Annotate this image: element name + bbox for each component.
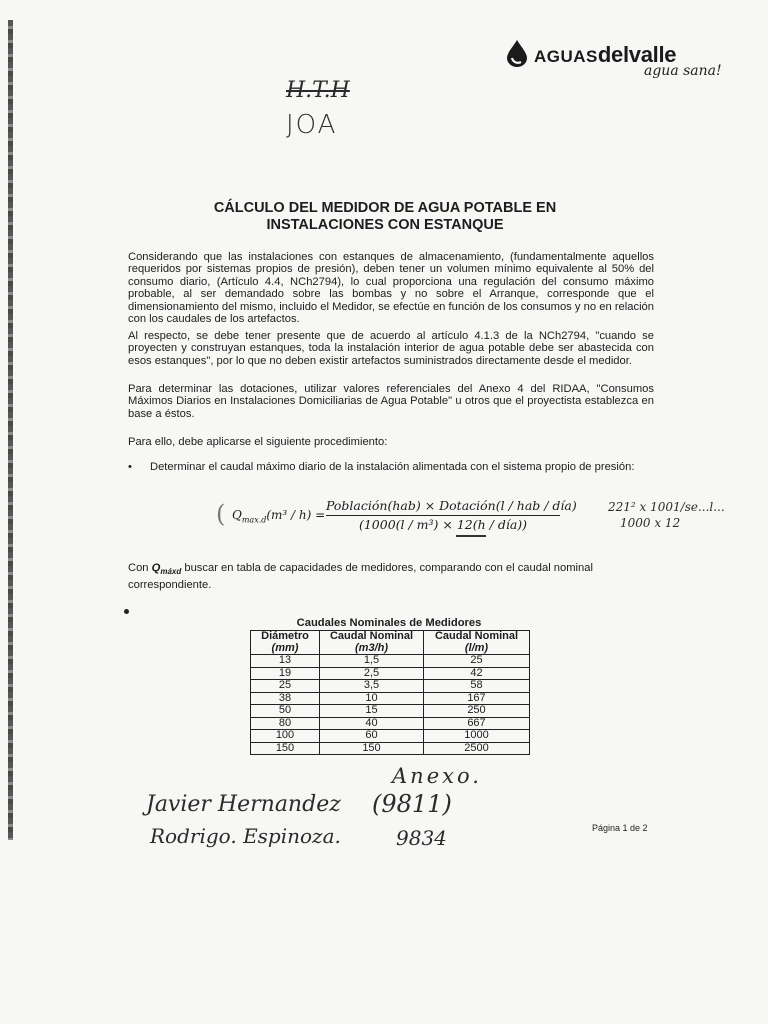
- cell-m3h: 1,5: [320, 655, 424, 668]
- cell-lm: 42: [424, 667, 530, 680]
- brand-tagline: agua sana!: [644, 63, 722, 79]
- handwritten-name-2: Rodrigo. Espinoza.: [150, 824, 341, 848]
- table-row: [251, 680, 530, 693]
- table-caption: Caudales Nominales de Medidores: [296, 617, 482, 629]
- title-line-1: CÁLCULO DEL MEDIDOR DE AGUA POTABLE EN: [213, 200, 557, 216]
- water-drop-icon: [504, 38, 530, 68]
- paragraph-2: Al respecto, se debe tener presente que de acuerdo al artículo 4.1.3 de la NCh2794, "cuando se proyecten y construyan estanques, toda la instalación interior de agua potable debe ser abastecida con esos estanques", por lo que no deben existir artefactos suministrados directamente desde el medidor.: [128, 330, 654, 367]
- cell-diameter: 38: [251, 692, 320, 705]
- company-logo: [504, 36, 734, 86]
- cell-m3h: 2,5: [320, 667, 424, 680]
- paragraph-1: Considerando que las instalaciones con estanques de almacenamiento, (fundamentalmente aquellos requeridos por sistemas propios de presión), deben tener un volumen mínimo equivalente al 50% del consumo diario, (Artículo 4.4, NCh2794), lo cual proporciona una regulación del consumo máximo probable, al ser demandado sobre las bombas y no sobre el Arranque, corresponde que el dimensionamiento del mismo, incluido el Medidor, se efectúe en función de los consumos y no en relación con los caudales de los artefactos.: [128, 251, 654, 326]
- meter-capacity-table: [250, 630, 530, 755]
- flow-formula: [216, 496, 577, 542]
- handwritten-id-1: (9811): [372, 790, 452, 818]
- cell-diameter: 150: [251, 742, 320, 755]
- table-row: [251, 692, 530, 705]
- page-number: Página 1 de 2: [592, 823, 648, 833]
- cell-diameter: 50: [251, 705, 320, 718]
- cell-lm: 1000: [424, 730, 530, 743]
- cell-lm: 25: [424, 655, 530, 668]
- cell-diameter: 80: [251, 717, 320, 730]
- cell-lm: 250: [424, 705, 530, 718]
- cell-m3h: 10: [320, 692, 424, 705]
- formula-denominator: (1000(l / m³) × 12(h / día)): [358, 517, 528, 532]
- formula-lhs: $Q_{max.d}(m^3 / h)$ =: [232, 508, 326, 525]
- handwritten-formula-note-top: 221² x 1001/se...l...: [608, 500, 725, 514]
- handwritten-id-2: 9834: [396, 826, 447, 850]
- stray-dot: [124, 609, 129, 614]
- formula-numerator: Población(hab) × Dotación(l / hab / día): [326, 498, 577, 513]
- table-row: [251, 742, 530, 755]
- cell-lm: 58: [424, 680, 530, 693]
- handwritten-struck-initials: H.T.H: [286, 78, 350, 103]
- table-row: [251, 655, 530, 668]
- header-flow-m3h: Caudal Nominal (m3/h): [320, 631, 424, 655]
- handwritten-formula-note-bottom: 1000 x 12: [620, 516, 681, 530]
- handwritten-initials: JOA: [286, 110, 338, 140]
- table-row: [251, 730, 530, 743]
- cell-m3h: 60: [320, 730, 424, 743]
- brand-name: AGUASdelvalle: [534, 42, 677, 67]
- paragraph-4: Para ello, debe aplicarse el siguiente procedimiento:: [128, 436, 388, 448]
- table-header-row: [251, 631, 530, 655]
- handwritten-anexo: Anexo.: [392, 764, 482, 788]
- handwritten-brace: (: [216, 500, 226, 528]
- cell-diameter: 100: [251, 730, 320, 743]
- table-row: [251, 717, 530, 730]
- bullet-text: Determinar el caudal máximo diario de la instalación alimentada con el sistema propio de presión:: [150, 461, 635, 473]
- header-diameter: Diámetro (mm): [251, 631, 320, 655]
- cell-m3h: 15: [320, 705, 424, 718]
- cell-lm: 2500: [424, 742, 530, 755]
- header-flow-lm: Caudal Nominal (l/m): [424, 631, 530, 655]
- cell-lm: 667: [424, 717, 530, 730]
- handwritten-name-1: Javier Hernandez: [146, 792, 341, 817]
- cell-diameter: 13: [251, 655, 320, 668]
- handwritten-underline: [456, 535, 486, 537]
- table-row: [251, 667, 530, 680]
- cell-diameter: 19: [251, 667, 320, 680]
- title-line-2: INSTALACIONES CON ESTANQUE: [266, 217, 504, 233]
- qmax-instruction: Con $Q_{máxd}$ buscar en tabla de capacidades de medidores, comparando con el caudal nominal correspondiente.: [128, 562, 593, 591]
- bullet-icon: •: [128, 461, 132, 473]
- table-row: [251, 705, 530, 718]
- cell-m3h: 40: [320, 717, 424, 730]
- scan-edge: [8, 20, 13, 840]
- procedure-bullet: [128, 461, 654, 473]
- document-title: [150, 200, 620, 234]
- cell-m3h: 150: [320, 742, 424, 755]
- fraction-bar: [326, 515, 560, 516]
- paragraph-3: Para determinar las dotaciones, utilizar valores referenciales del Anexo 4 del RIDAA, "Consumos Máximos Diarios en Instalaciones Domiciliarias de Agua Potable" u otros que el proyectista establezca en base a éstos.: [128, 383, 654, 420]
- cell-lm: 167: [424, 692, 530, 705]
- cell-m3h: 3,5: [320, 680, 424, 693]
- cell-diameter: 25: [251, 680, 320, 693]
